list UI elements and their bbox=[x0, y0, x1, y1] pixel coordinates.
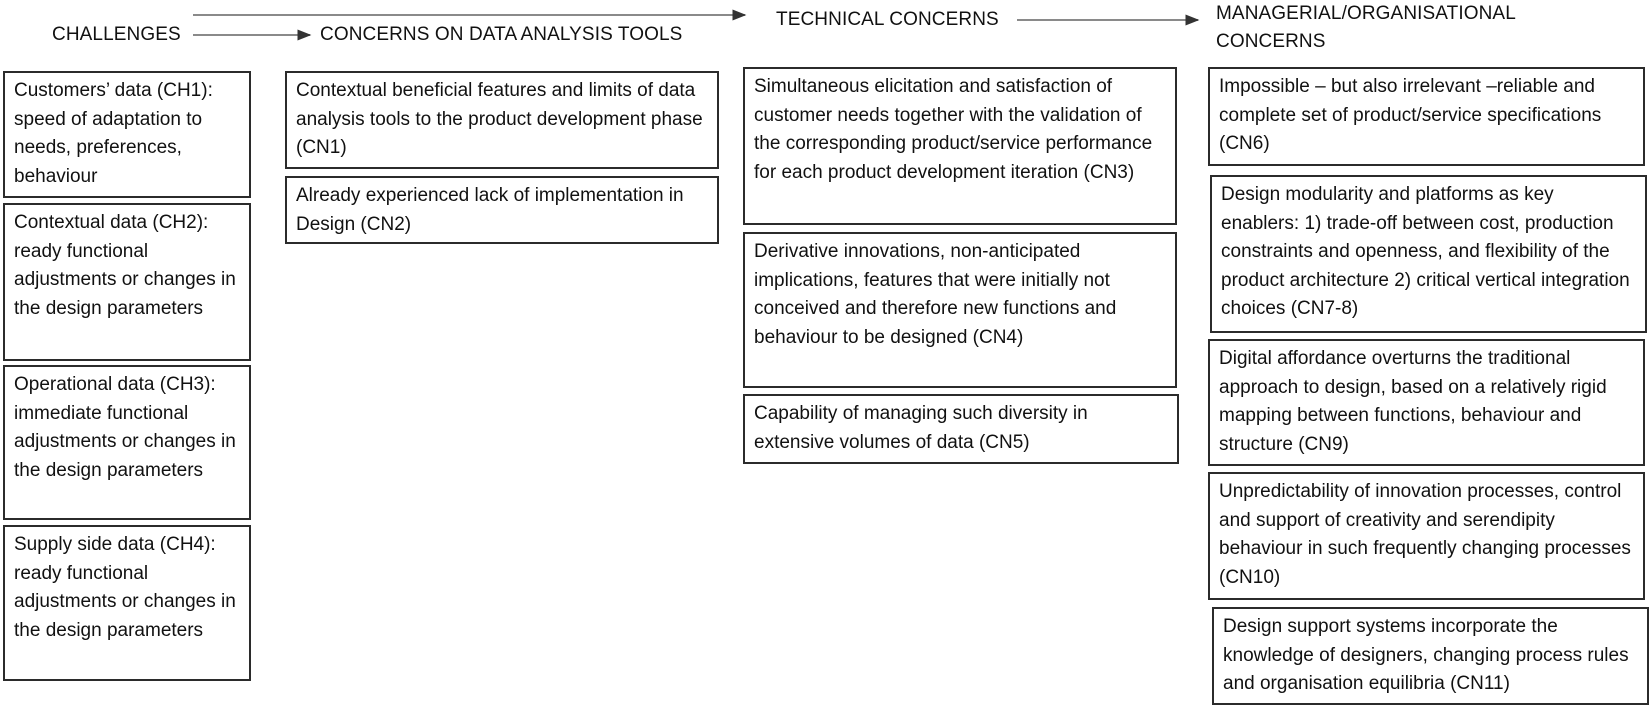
tools-concern-box-cn2: Already experienced lack of implementation in Design (CN2) bbox=[285, 176, 719, 244]
managerial-concern-box-cn9: Digital affordance overturns the traditional approach to design, based on a relatively rigid mapping between functions, behaviour and structure (CN9) bbox=[1208, 339, 1645, 466]
technical-concern-box-cn3: Simultaneous elicitation and satisfaction of customer needs together with the validation of the corresponding product/service performance for each product development iteration (CN3) bbox=[743, 67, 1177, 225]
challenge-box-ch1: Customers’ data (CH1): speed of adaptation to needs, preferences, behaviour bbox=[3, 71, 251, 198]
challenge-box-ch3: Operational data (CH3): immediate functional adjustments or changes in the design parameters bbox=[3, 365, 251, 520]
technical-concern-box-cn5: Capability of managing such diversity in extensive volumes of data (CN5) bbox=[743, 394, 1179, 464]
managerial-concern-box-cn7-8: Design modularity and platforms as key enablers: 1) trade-off between cost, production constraints and openness, and flexibility of the product architecture 2) critical vertical integration choices (CN7-8) bbox=[1210, 175, 1647, 333]
technical-concern-box-cn4: Derivative innovations, non-anticipated implications, features that were initially not conceived and therefore new functions and behaviour to be designed (CN4) bbox=[743, 232, 1177, 388]
managerial-concern-box-cn10: Unpredictability of innovation processes, control and support of creativity and serendipity behaviour in such frequently changing processes (CN10) bbox=[1208, 472, 1645, 600]
managerial-concern-box-cn11: Design support systems incorporate the knowledge of designers, changing process rules and organisation equilibria (CN11) bbox=[1212, 607, 1649, 705]
challenge-box-ch2: Contextual data (CH2): ready functional adjustments or changes in the design parameters bbox=[3, 203, 251, 361]
header-tools-concerns: CONCERNS ON DATA ANALYSIS TOOLS bbox=[320, 24, 683, 45]
challenge-box-ch4: Supply side data (CH4): ready functional adjustments or changes in the design parameters bbox=[3, 525, 251, 681]
header-technical-concerns: TECHNICAL CONCERNS bbox=[776, 9, 999, 30]
header-challenges: CHALLENGES bbox=[52, 24, 181, 45]
managerial-concern-box-cn6: Impossible – but also irrelevant –reliable and complete set of product/service specifications (CN6) bbox=[1208, 67, 1645, 166]
header-managerial-line2: CONCERNS bbox=[1216, 31, 1326, 52]
tools-concern-box-cn1: Contextual beneficial features and limits of data analysis tools to the product development phase (CN1) bbox=[285, 71, 719, 169]
header-managerial-line1: MANAGERIAL/ORGANISATIONAL bbox=[1216, 3, 1516, 24]
